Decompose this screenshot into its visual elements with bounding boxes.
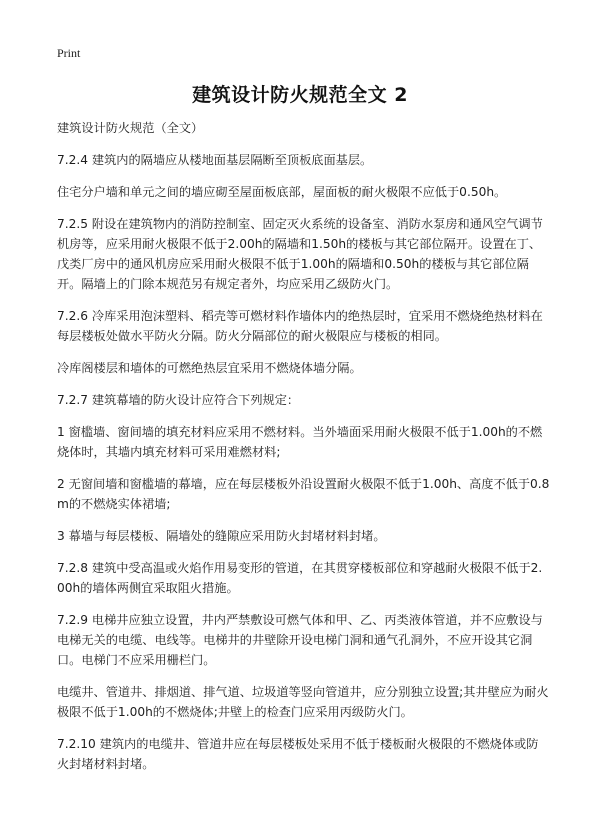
paragraph-7-2-7-item-2: 2 无窗间墙和窗槛墙的幕墙，应在每层楼板外沿设置耐火极限不低于1.00h、高度不低于0.8m的不燃烧实体裙墙; <box>57 477 550 511</box>
paragraph-7-2-9: 7.2.9 电梯井应独立设置，井内严禁敷设可燃气体和甲、乙、丙类液体管道，并不应敷设与电梯无关的电缆、电线等。电梯井的井壁除开设电梯门洞和通气孔洞外，不应开设其它洞口。电梯门不应采用栅栏门。 <box>57 613 543 667</box>
page-title: 建筑设计防火规范全文 2 <box>192 84 408 106</box>
document-body <box>57 118 550 786</box>
print-link[interactable]: Print <box>57 46 81 60</box>
paragraph-7-2-9-note: 电缆井、管道井、排烟道、排气道、垃圾道等竖向管道井，应分别独立设置;其井壁应为耐火极限不低于1.00h的不燃烧体;井壁上的检查门应采用丙级防火门。 <box>57 685 549 719</box>
paragraph-7-2-5: 7.2.5 附设在建筑物内的消防控制室、固定灭火系统的设备室、消防水泵房和通风空气调节机房等，应采用耐火极限不低于2.00h的隔墙和1.50h的楼板与其它部位隔开。设置在丁、戊类厂房中的通风机房应采用耐火极限不低于1.00h的隔墙和0.50h的楼板与其它部位隔开。隔墙上的门除本规范另有规定者外，均应采用乙级防火门。 <box>57 217 543 291</box>
paragraph-intro: 建筑设计防火规范（全文） <box>57 121 204 135</box>
paragraph-7-2-10: 7.2.10 建筑内的电缆井、管道井应在每层楼板处采用不低于楼板耐火极限的不燃烧体或防火封堵材料封堵。 <box>57 737 539 771</box>
paragraph-7-2-4-note: 住宅分户墙和单元之间的墙应砌至屋面板底部，屋面板的耐火极限不应低于0.50h。 <box>57 185 507 199</box>
paragraph-7-2-7-item-3: 3 幕墙与每层楼板、隔墙处的缝隙应采用防火封堵材料封堵。 <box>57 529 386 543</box>
paragraph-7-2-6-note: 冷库阁楼层和墙体的可燃绝热层宜采用不燃烧体墙分隔。 <box>57 361 362 375</box>
paragraph-7-2-8: 7.2.8 建筑中受高温或火焰作用易变形的管道，在其贯穿楼板部位和穿越耐火极限不低于2.00h的墙体两侧宜采取阻火措施。 <box>57 561 543 595</box>
paragraph-7-2-7-item-1: 1 窗槛墙、窗间墙的填充材料应采用不燃材料。当外墙面采用耐火极限不低于1.00h的不燃烧体时，其墙内填充材料可采用难燃材料; <box>57 425 543 459</box>
paragraph-7-2-4: 7.2.4 建筑内的隔墙应从楼地面基层隔断至顶板底面基层。 <box>57 153 373 167</box>
paragraph-7-2-6: 7.2.6 冷库采用泡沫塑料、稻壳等可燃材料作墙体内的绝热层时，宜采用不燃烧绝热材料在每层楼板处做水平防火分隔。防火分隔部位的耐火极限应与楼板的相同。 <box>57 309 543 343</box>
paragraph-7-2-7: 7.2.7 建筑幕墙的防火设计应符合下列规定： <box>57 393 300 407</box>
